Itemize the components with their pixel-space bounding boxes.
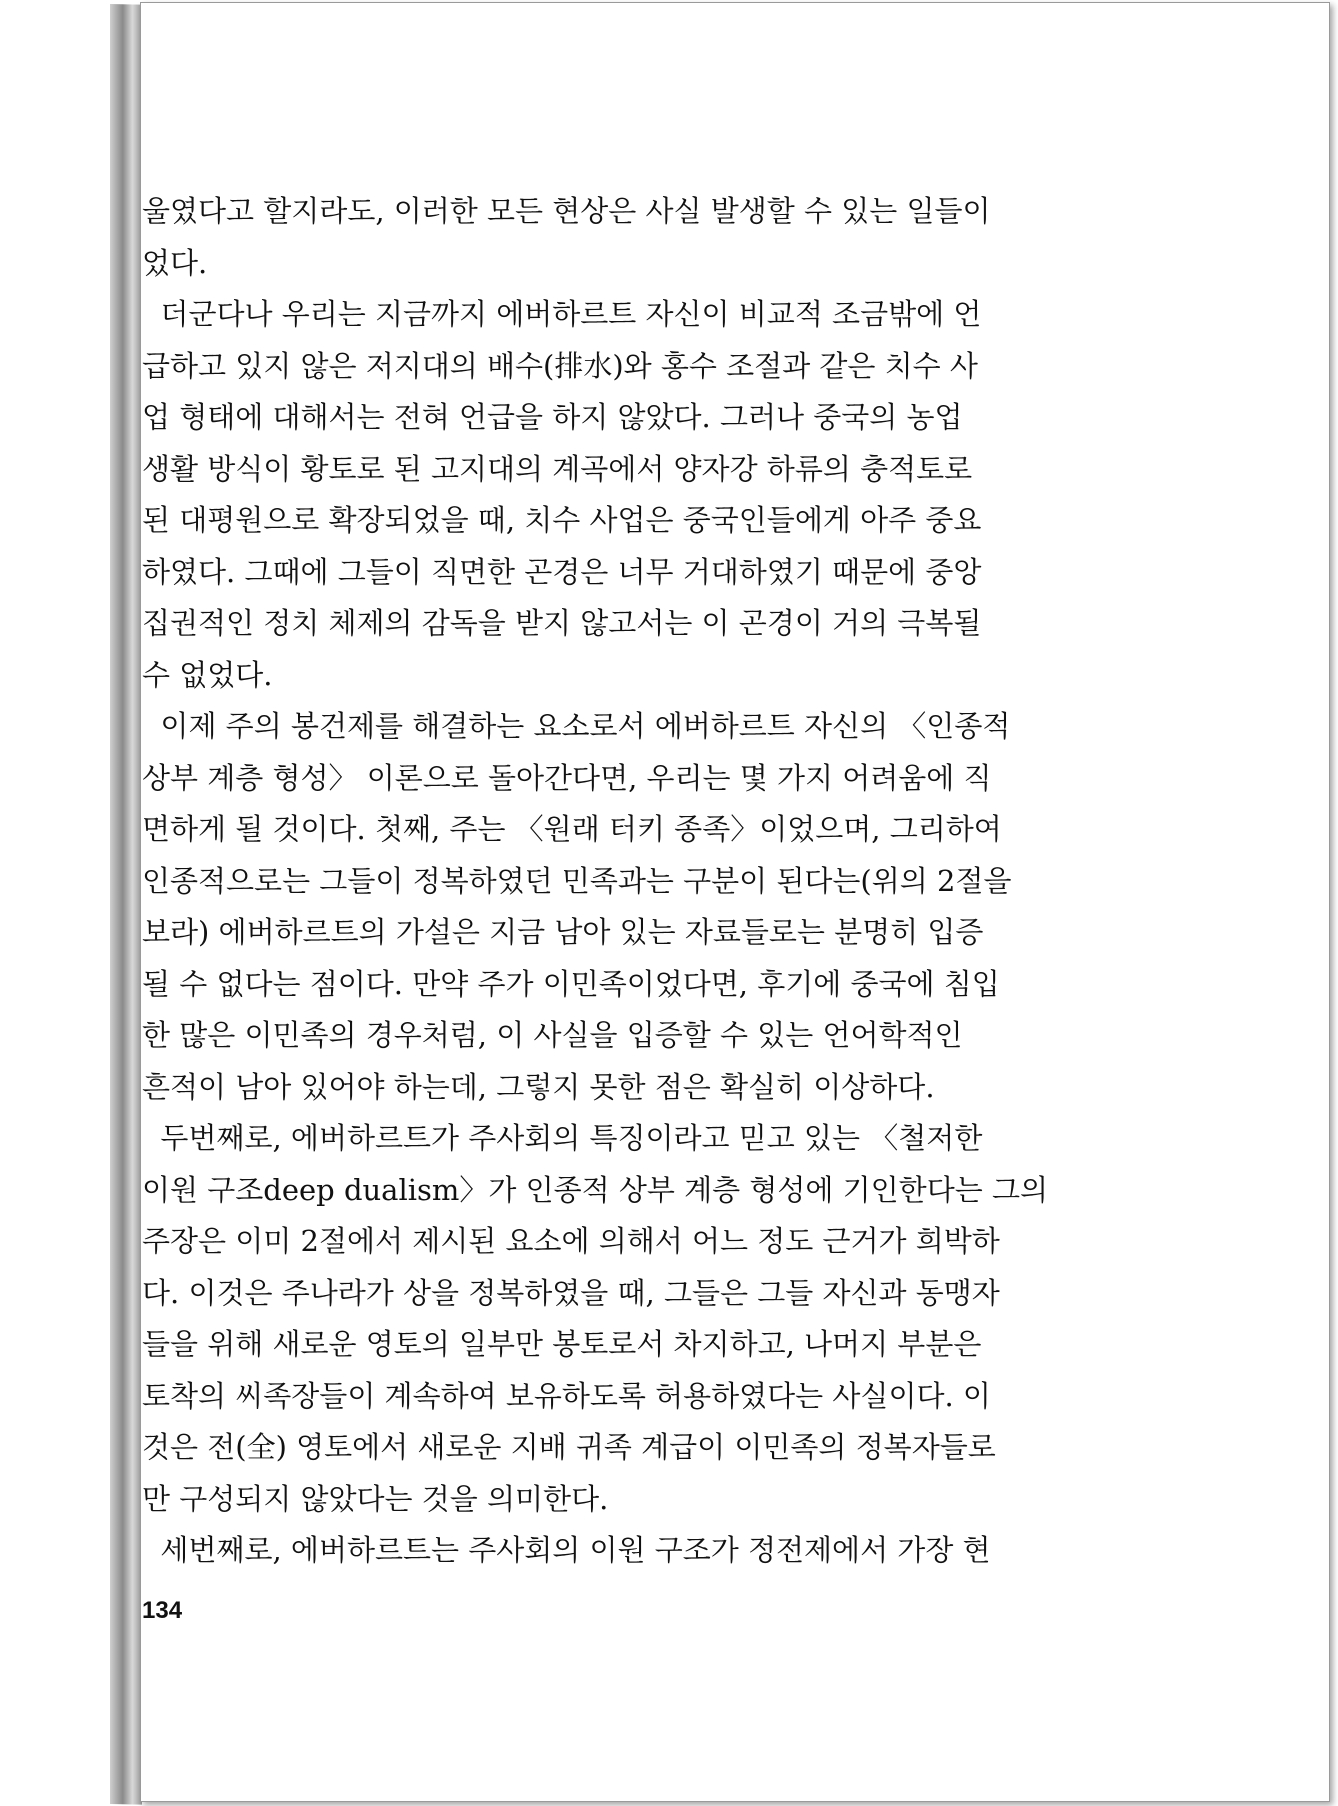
text-line: 하였다. 그때에 그들이 직면한 곤경은 너무 거대하였기 때문에 중앙 — [142, 554, 982, 589]
text-line: 수 없었다. — [142, 657, 273, 692]
text-line: 더군다나 우리는 지금까지 에버하르트 자신이 비교적 조금밖에 언 — [142, 297, 982, 331]
book-spine — [110, 4, 142, 1805]
text-line: 들을 위해 새로운 영토의 일부만 봉토로서 차지하고, 나머지 부분은 — [142, 1327, 982, 1361]
text-line: 울였다고 할지라도, 이러한 모든 현상은 사실 발생할 수 있는 일들이 — [142, 194, 991, 228]
text-line: 인종적으로는 그들이 정복하였던 민족과는 구분이 된다는(위의 2절을 — [142, 863, 1012, 898]
text-line: 한 많은 이민족의 경우처럼, 이 사실을 입증할 수 있는 언어학적인 — [142, 1018, 963, 1052]
text-line: 주장은 이미 2절에서 제시된 요소에 의해서 어느 정도 근거가 희박하 — [142, 1224, 1000, 1258]
text-line: 급하고 있지 않은 저지대의 배수(排水)와 홍수 조절과 같은 치수 사 — [142, 348, 978, 383]
body-text — [142, 186, 1182, 1577]
text-line: 세번째로, 에버하르트는 주사회의 이원 구조가 정전제에서 가장 현 — [142, 1533, 991, 1567]
page-number: 134 — [142, 1597, 183, 1624]
text-line: 두번째로, 에버하르트가 주사회의 특징이라고 믿고 있는 〈철저한 — [142, 1121, 983, 1155]
text-line: 었다. — [142, 245, 208, 280]
text-line: 이원 구조deep dualism〉가 인종적 상부 계층 형성에 기인한다는 그의 — [142, 1172, 1048, 1207]
text-line: 집권적인 정치 체제의 감독을 받지 않고서는 이 곤경이 거의 극복될 — [142, 606, 982, 640]
text-line: 이제 주의 봉건제를 해결하는 요소로서 에버하르트 자신의 〈인종적 — [142, 709, 1011, 743]
text-line: 될 수 없다는 점이다. 만약 주가 이민족이었다면, 후기에 중국에 침입 — [142, 966, 1000, 1001]
text-line: 토착의 씨족장들이 계속하여 보유하도록 허용하였다는 사실이다. 이 — [142, 1378, 991, 1413]
text-line: 된 대평원으로 확장되었을 때, 치수 사업은 중국인들에게 아주 중요 — [142, 503, 982, 537]
text-line: 보라) 에버하르트의 가설은 지금 남아 있는 자료들로는 분명히 입증 — [142, 915, 984, 949]
text-line: 생활 방식이 황토로 된 고지대의 계곡에서 양자강 하류의 충적토로 — [142, 451, 973, 486]
text-line: 면하게 될 것이다. 첫째, 주는 〈원래 터키 종족〉이었으며, 그리하여 — [142, 812, 1002, 846]
text-line: 다. 이것은 주나라가 상을 정복하였을 때, 그들은 그들 자신과 동맹자 — [142, 1275, 1000, 1310]
text-line: 상부 계층 형성〉 이론으로 돌아간다면, 우리는 몇 가지 어려움에 직 — [142, 760, 992, 795]
text-line: 업 형태에 대해서는 전혀 언급을 하지 않았다. 그러나 중국의 농업 — [142, 400, 963, 434]
text-line: 만 구성되지 않았다는 것을 의미한다. — [142, 1481, 609, 1516]
text-line: 흔적이 남아 있어야 하는데, 그렇지 못한 점은 확실히 이상하다. — [142, 1069, 935, 1104]
text-line: 것은 전(全) 영토에서 새로운 지배 귀족 계급이 이민족의 정복자들로 — [142, 1430, 996, 1464]
